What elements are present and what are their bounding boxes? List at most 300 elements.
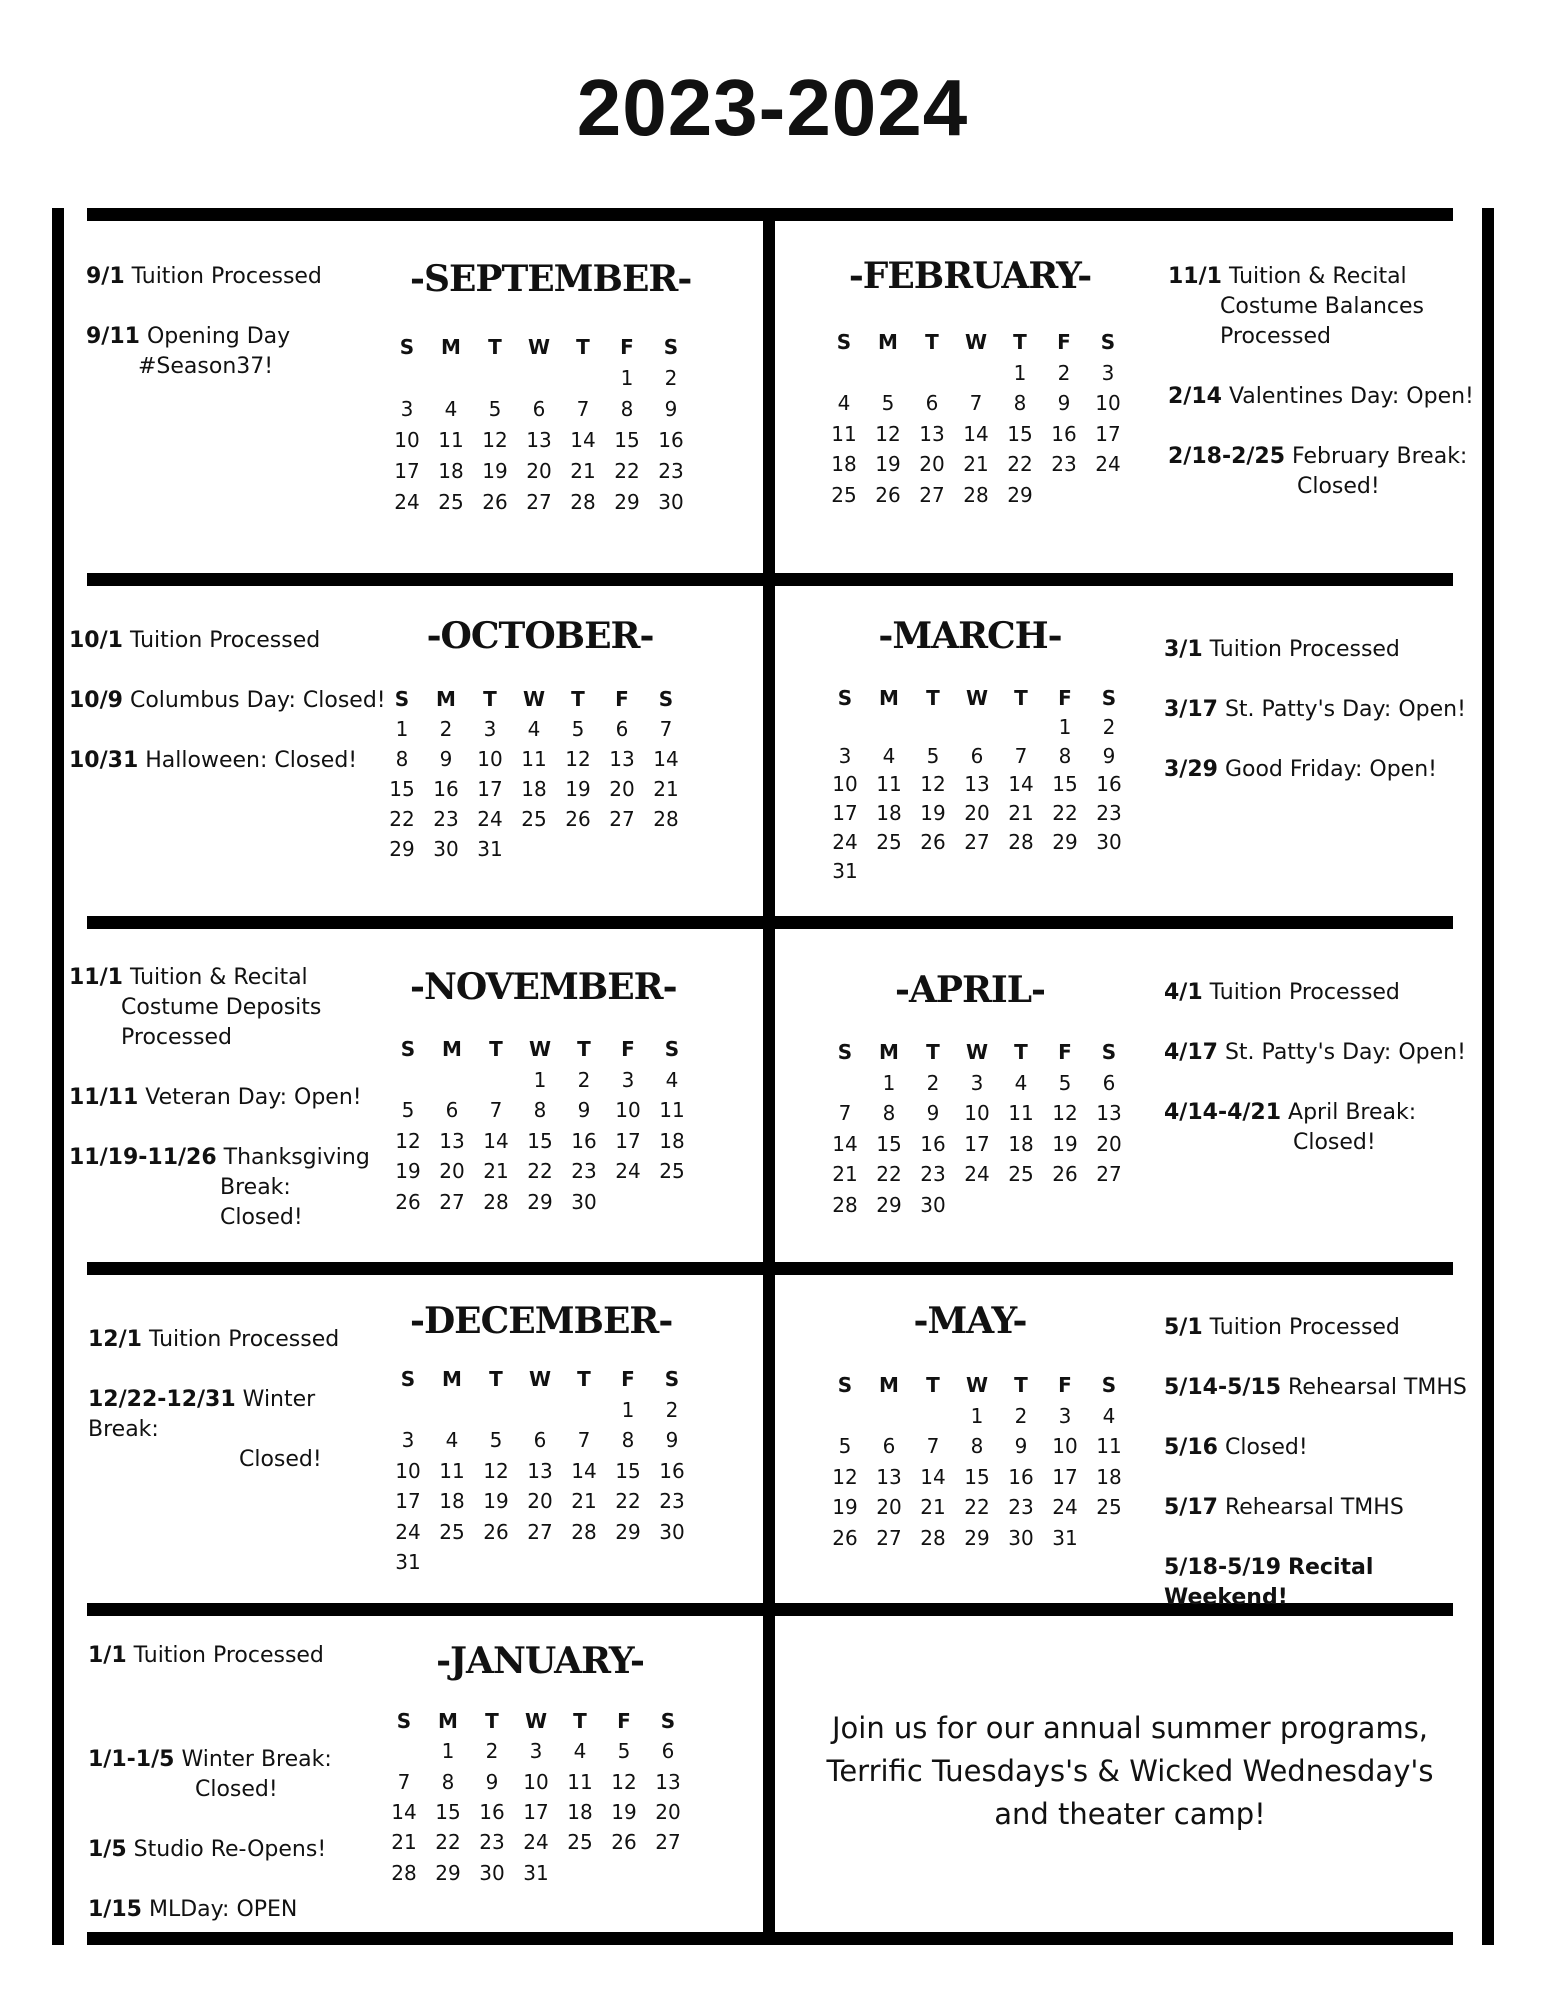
day-number: 4	[527, 717, 541, 741]
day-number: 28	[832, 1192, 858, 1217]
day-number: 23	[1096, 801, 1122, 826]
weekday-label: W	[965, 686, 989, 710]
day-number: 13	[527, 1458, 553, 1483]
month-title-september: -SEPTEMBER-	[410, 258, 692, 300]
event-date: 9/11	[86, 324, 140, 349]
day-number: 28	[963, 482, 989, 507]
event-date: 10/9	[69, 688, 123, 713]
event-item	[1168, 442, 1498, 502]
weekday-label: S	[396, 1709, 412, 1733]
event-item	[1164, 1038, 1494, 1068]
weekday-label: S	[837, 1373, 853, 1397]
day-number: 2	[1014, 1403, 1028, 1428]
day-number: 18	[831, 452, 857, 476]
day-number: 24	[394, 490, 420, 514]
day-number: 20	[964, 801, 990, 826]
day-number: 23	[658, 459, 684, 483]
weekday-label: S	[1101, 686, 1117, 710]
day-number: 27	[919, 482, 945, 507]
day-number: 25	[876, 830, 902, 854]
events-february	[1168, 262, 1498, 532]
day-number: 17	[1052, 1464, 1078, 1489]
day-number: 25	[831, 482, 857, 507]
day-number: 6	[532, 397, 546, 421]
day-number: 30	[1096, 830, 1122, 854]
weekday-label: T	[925, 330, 939, 354]
weekday-label: T	[489, 1367, 503, 1391]
day-number: 20	[1096, 1131, 1122, 1156]
weekday-label: F	[620, 335, 634, 359]
day-number: 8	[621, 1428, 635, 1452]
event-text: Opening Day	[146, 324, 291, 349]
weekday-label: T	[926, 686, 940, 710]
day-number: 29	[876, 1192, 902, 1217]
day-number: 15	[615, 1458, 641, 1483]
event-date: 9/1	[86, 264, 125, 289]
day-number: 9	[926, 1101, 940, 1125]
day-number: 21	[391, 1830, 417, 1855]
day-number: 17	[395, 1489, 421, 1513]
day-number: 26	[395, 1189, 421, 1214]
day-number: 27	[609, 807, 635, 831]
day-number: 26	[1052, 1162, 1078, 1186]
day-number: 16	[658, 428, 684, 452]
event-text: Thanksgiving	[223, 1145, 370, 1170]
weekday-label: F	[1058, 1040, 1072, 1064]
event-text: Veteran Day: Open!	[145, 1085, 362, 1110]
weekday-label: M	[879, 1040, 899, 1064]
day-number: 21	[1008, 801, 1034, 826]
day-number: 4	[665, 1067, 679, 1092]
event-text: Closed!	[1224, 1435, 1308, 1460]
event-text-continued: Costume Deposits	[121, 995, 322, 1020]
event-item	[86, 322, 396, 382]
weekday-label: F	[1058, 686, 1072, 710]
day-number: 14	[571, 1458, 597, 1483]
day-number: 13	[919, 421, 945, 446]
event-text: April Break:	[1288, 1100, 1417, 1125]
day-number: 14	[832, 1131, 858, 1156]
weekday-label: W	[964, 330, 988, 354]
day-number: 4	[882, 743, 896, 768]
day-number: 20	[876, 1495, 902, 1519]
day-number: 1	[441, 1739, 455, 1764]
event-date: 4/1	[1164, 980, 1203, 1005]
event-date: 10/1	[69, 628, 123, 653]
weekday-label: S	[664, 1037, 680, 1061]
day-number: 12	[1052, 1101, 1078, 1125]
day-number: 30	[920, 1192, 946, 1217]
day-number: 1	[1013, 360, 1027, 385]
day-number: 19	[875, 452, 901, 476]
event-item	[86, 262, 396, 292]
day-number: 23	[659, 1489, 685, 1513]
day-number: 12	[611, 1769, 637, 1794]
weekday-label: S	[660, 1709, 676, 1733]
day-number: 15	[1052, 772, 1078, 797]
day-number: 3	[970, 1070, 984, 1095]
weekday-label: M	[436, 687, 456, 711]
day-number: 17	[477, 777, 503, 801]
day-number: 16	[659, 1458, 685, 1483]
row-divider-rule	[87, 1262, 1453, 1275]
weekday-label: S	[1100, 330, 1116, 354]
day-number: 2	[926, 1070, 940, 1095]
day-number: 7	[969, 391, 983, 415]
month-title-march: -MARCH-	[878, 615, 1062, 657]
day-number: 25	[1096, 1495, 1122, 1519]
event-item	[88, 1835, 388, 1865]
weekday-label: S	[400, 1037, 416, 1061]
weekday-label: F	[1058, 1373, 1072, 1397]
day-number: 15	[876, 1131, 902, 1156]
day-number: 1	[970, 1403, 984, 1428]
day-number: 26	[875, 482, 901, 507]
day-number: 22	[876, 1162, 902, 1186]
day-number: 5	[881, 391, 895, 415]
day-number: 18	[438, 459, 464, 483]
day-number: 10	[964, 1101, 990, 1125]
day-number: 21	[832, 1162, 858, 1186]
event-text: Tuition Processed	[133, 1643, 324, 1668]
day-number: 8	[441, 1769, 455, 1794]
day-number: 2	[577, 1067, 591, 1092]
day-number: 9	[485, 1769, 499, 1794]
event-item	[1164, 1433, 1504, 1463]
events-april	[1164, 978, 1494, 1188]
event-item	[88, 1895, 388, 1925]
event-item	[1168, 262, 1498, 352]
month-title-november: -NOVEMBER-	[410, 966, 677, 1008]
weekday-label: T	[577, 1037, 591, 1061]
day-number: 3	[621, 1067, 635, 1092]
day-number: 28	[1008, 830, 1034, 854]
day-number: 13	[964, 772, 990, 797]
day-number: 2	[485, 1739, 499, 1764]
day-number: 14	[1008, 772, 1034, 797]
day-number: 28	[391, 1860, 417, 1885]
event-text: St. Patty's Day: Open!	[1224, 1040, 1466, 1065]
row-divider-rule	[87, 208, 1453, 221]
events-may	[1164, 1313, 1504, 1643]
day-number: 29	[527, 1189, 553, 1214]
day-number: 2	[439, 717, 453, 741]
weekday-label: W	[528, 1037, 552, 1061]
day-number: 26	[832, 1525, 858, 1550]
day-number: 24	[832, 830, 858, 854]
event-item	[1164, 1493, 1504, 1523]
day-number: 5	[838, 1434, 852, 1458]
day-number: 25	[439, 1519, 465, 1544]
event-text: Tuition Processed	[148, 1327, 340, 1352]
day-number: 24	[523, 1830, 549, 1855]
day-number: 10	[1095, 391, 1121, 415]
day-number: 12	[920, 772, 946, 797]
day-number: 17	[964, 1131, 990, 1156]
event-text: Winter Break:	[181, 1747, 332, 1772]
event-item	[1164, 978, 1494, 1008]
day-number: 1	[882, 1070, 896, 1095]
day-number: 27	[1096, 1162, 1122, 1186]
event-text: Columbus Day: Closed!	[129, 688, 386, 713]
event-text: Tuition Processed	[1209, 637, 1400, 662]
month-title-may: -MAY-	[913, 1300, 1027, 1342]
event-item	[1164, 1098, 1494, 1158]
events-march	[1164, 635, 1494, 815]
event-text: February Break:	[1292, 444, 1468, 469]
row-divider-rule	[87, 573, 1453, 586]
day-number: 5	[617, 1739, 631, 1764]
day-number: 3	[401, 1428, 415, 1452]
day-number: 5	[1058, 1070, 1072, 1095]
event-text: Rehearsal TMHS	[1288, 1375, 1467, 1400]
weekday-label: F	[617, 1709, 631, 1733]
weekday-label: W	[527, 335, 551, 359]
day-number: 19	[1052, 1131, 1078, 1156]
day-number: 3	[400, 397, 414, 421]
event-date: 5/1	[1164, 1315, 1203, 1340]
day-number: 17	[523, 1799, 549, 1824]
day-number: 23	[433, 807, 459, 831]
event-item	[69, 963, 379, 1053]
day-number: 16	[571, 1128, 597, 1153]
day-number: 4	[1014, 1070, 1028, 1095]
day-number: 20	[609, 777, 635, 801]
day-number: 14	[570, 428, 596, 452]
day-number: 14	[963, 421, 989, 446]
day-number: 11	[521, 747, 547, 771]
month-title-february: -FEBRUARY-	[848, 255, 1092, 297]
day-number: 4	[573, 1739, 587, 1764]
day-number: 8	[970, 1434, 984, 1458]
event-date: 5/16	[1164, 1435, 1218, 1460]
event-date: 5/17	[1164, 1495, 1218, 1520]
day-number: 3	[529, 1739, 543, 1764]
day-number: 25	[567, 1830, 593, 1855]
day-number: 23	[1051, 452, 1077, 476]
day-number: 9	[1102, 743, 1116, 768]
event-date: 11/1	[69, 965, 123, 990]
weekday-label: W	[524, 1709, 548, 1733]
day-number: 31	[832, 858, 858, 883]
day-number: 30	[659, 1519, 685, 1544]
promo-line: and theater camp!	[994, 1797, 1266, 1831]
day-number: 7	[577, 1428, 591, 1452]
day-number: 4	[445, 1428, 459, 1452]
day-number: 26	[611, 1830, 637, 1855]
day-number: 6	[615, 717, 629, 741]
day-number: 24	[1095, 452, 1121, 476]
event-text: Tuition & Recital	[1228, 264, 1407, 289]
day-number: 5	[489, 1428, 503, 1452]
weekday-label: M	[442, 1367, 462, 1391]
day-number: 22	[527, 1159, 553, 1183]
events-january	[88, 1641, 388, 1955]
day-number: 7	[489, 1098, 503, 1122]
day-number: 31	[395, 1550, 421, 1574]
day-number: 16	[433, 777, 459, 801]
summer-programs-promo	[790, 1707, 1470, 1836]
day-number: 6	[1102, 1070, 1116, 1095]
day-number: 12	[482, 428, 508, 452]
day-number: 16	[479, 1799, 505, 1824]
day-number: 28	[920, 1525, 946, 1550]
page-title: 2023-2024	[576, 63, 969, 152]
event-text-continued: Processed	[121, 1025, 232, 1050]
day-number: 3	[838, 743, 852, 768]
day-number: 26	[482, 490, 508, 514]
event-text: Winter Break:	[88, 1387, 316, 1442]
day-number: 31	[1052, 1525, 1078, 1550]
day-number: 1	[1058, 714, 1072, 739]
month-title-january: -JANUARY-	[436, 1640, 644, 1682]
event-date: 12/1	[88, 1327, 142, 1352]
day-number: 12	[483, 1458, 509, 1483]
left-border-rule	[52, 208, 64, 1945]
day-number: 26	[565, 807, 591, 831]
day-number: 10	[523, 1769, 549, 1794]
weekday-label: M	[442, 1037, 462, 1061]
day-number: 16	[1008, 1464, 1034, 1489]
weekday-label: S	[394, 687, 410, 711]
weekday-label: W	[965, 1040, 989, 1064]
day-number: 3	[1058, 1403, 1072, 1428]
weekday-label: F	[621, 1037, 635, 1061]
day-number: 27	[876, 1525, 902, 1550]
event-item	[1164, 635, 1494, 665]
weekday-label: S	[1101, 1040, 1117, 1064]
weekday-label: T	[573, 1709, 587, 1733]
day-number: 22	[435, 1830, 461, 1855]
day-number: 24	[615, 1159, 641, 1183]
day-number: 5	[926, 743, 940, 768]
weekday-label: F	[621, 1367, 635, 1391]
day-number: 15	[964, 1464, 990, 1489]
month-title-december: -DECEMBER-	[410, 1300, 673, 1342]
event-text-continued: Closed!	[195, 1777, 278, 1802]
day-number: 26	[920, 830, 946, 854]
promo-line: Terrific Tuesdays's & Wicked Wednesday's	[826, 1754, 1434, 1788]
event-item	[1164, 1313, 1504, 1343]
weekday-label: S	[1101, 1373, 1117, 1397]
weekday-label: T	[1014, 686, 1028, 710]
day-number: 29	[389, 837, 415, 861]
day-number: 10	[394, 428, 420, 452]
event-text: Studio Re-Opens!	[133, 1837, 327, 1862]
weekday-label: T	[577, 1367, 591, 1391]
day-number: 13	[1096, 1101, 1122, 1125]
day-number: 5	[488, 397, 502, 421]
weekday-label: M	[879, 686, 899, 710]
weekday-label: T	[483, 687, 497, 711]
event-text: Tuition & Recital	[129, 965, 308, 990]
day-number: 22	[389, 807, 415, 831]
day-number: 24	[395, 1519, 421, 1544]
day-number: 7	[576, 397, 590, 421]
event-item	[69, 1143, 379, 1233]
day-number: 17	[394, 459, 420, 483]
day-number: 19	[565, 777, 591, 801]
weekday-label: S	[837, 1040, 853, 1064]
day-number: 8	[1013, 391, 1027, 415]
weekday-label: W	[528, 1367, 552, 1391]
event-date: 2/18-2/25	[1168, 444, 1286, 469]
day-number: 22	[964, 1495, 990, 1519]
day-number: 28	[570, 490, 596, 514]
weekday-label: M	[878, 330, 898, 354]
day-number: 30	[433, 837, 459, 861]
day-number: 16	[920, 1131, 946, 1156]
weekday-label: T	[576, 335, 590, 359]
event-date: 1/1-1/5	[88, 1747, 175, 1772]
promo-line: Join us for our annual summer programs,	[831, 1711, 1429, 1745]
day-number: 19	[920, 801, 946, 826]
day-number: 19	[482, 459, 508, 483]
day-number: 15	[389, 777, 415, 801]
weekday-label: S	[400, 1367, 416, 1391]
day-number: 1	[621, 1397, 635, 1422]
event-item	[1168, 382, 1498, 412]
day-number: 25	[1008, 1162, 1034, 1186]
events-september	[86, 262, 396, 412]
events-october	[69, 626, 399, 806]
day-number: 24	[477, 807, 503, 831]
weekday-label: T	[1014, 1373, 1028, 1397]
event-date: 1/5	[88, 1837, 127, 1862]
day-number: 22	[1007, 452, 1033, 476]
event-text-continued: #Season37!	[138, 354, 274, 379]
event-item	[1164, 1553, 1504, 1613]
event-date: 12/22-12/31	[88, 1387, 236, 1412]
day-number: 21	[483, 1159, 509, 1183]
day-number: 14	[920, 1464, 946, 1489]
event-item	[88, 1385, 388, 1475]
weekday-label: T	[1014, 1040, 1028, 1064]
weekday-label: M	[879, 1373, 899, 1397]
day-number: 25	[438, 490, 464, 514]
day-number: 11	[438, 428, 464, 452]
day-number: 6	[533, 1428, 547, 1452]
day-number: 31	[523, 1860, 549, 1885]
day-number: 1	[620, 366, 634, 390]
event-date: 1/15	[88, 1897, 142, 1922]
weekday-label: M	[441, 335, 461, 359]
day-number: 1	[533, 1067, 547, 1092]
day-number: 9	[577, 1098, 591, 1122]
day-number: 7	[397, 1769, 411, 1794]
weekday-label: T	[926, 1040, 940, 1064]
day-number: 22	[615, 1489, 641, 1513]
day-number: 28	[483, 1189, 509, 1214]
day-number: 11	[1008, 1101, 1034, 1125]
day-number: 23	[920, 1162, 946, 1186]
month-title-april: -APRIL-	[895, 969, 1045, 1011]
day-number: 30	[571, 1189, 597, 1214]
day-number: 18	[567, 1799, 593, 1824]
day-number: 13	[655, 1769, 681, 1794]
day-number: 4	[837, 391, 851, 415]
day-number: 9	[664, 397, 678, 421]
day-number: 16	[1051, 421, 1077, 446]
day-number: 15	[614, 428, 640, 452]
day-number: 31	[477, 837, 503, 861]
day-number: 18	[659, 1128, 685, 1153]
day-number: 8	[1058, 743, 1072, 768]
row-divider-rule	[87, 916, 1453, 929]
day-number: 20	[919, 452, 945, 476]
day-number: 29	[964, 1525, 990, 1550]
day-number: 4	[444, 397, 458, 421]
